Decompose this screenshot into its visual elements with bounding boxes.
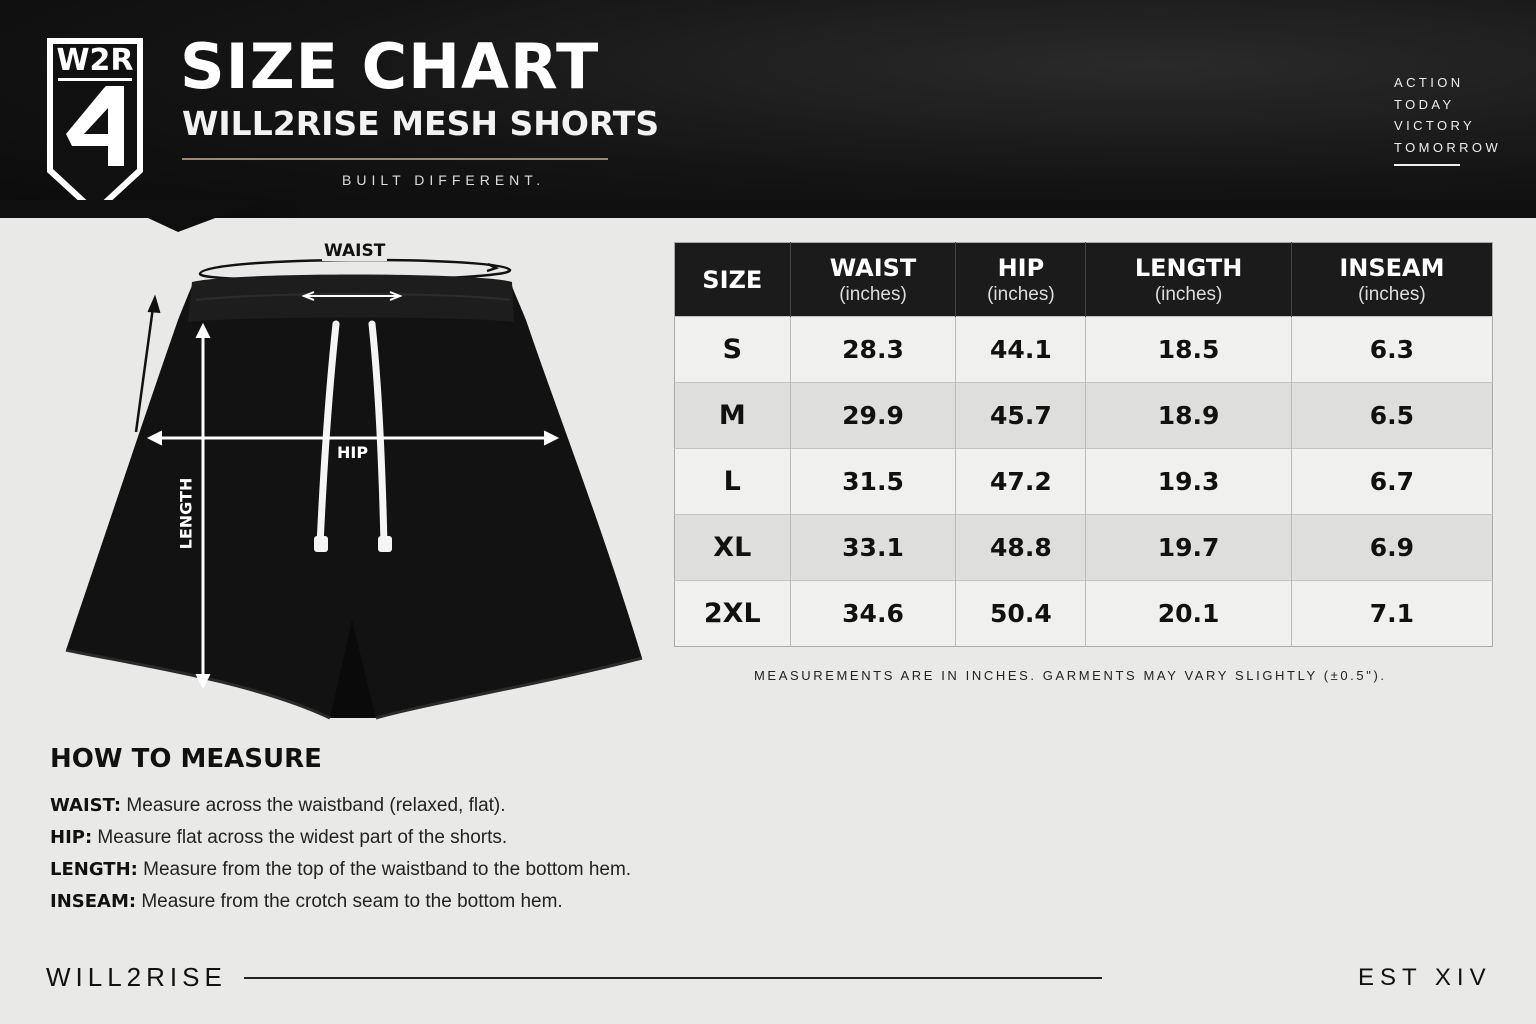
- measure-term: INSEAM:: [50, 891, 137, 912]
- shorts-diagram: [56, 230, 656, 730]
- waist-cell: 31.5: [790, 449, 956, 515]
- waist-cell: 34.6: [790, 581, 956, 647]
- list-item: [50, 854, 631, 886]
- column-header-label: INSEAM: [1339, 253, 1445, 282]
- length-measure-label: LENGTH: [176, 477, 196, 550]
- column-header-inseam: [1291, 243, 1492, 317]
- column-header-hip: [956, 243, 1086, 317]
- column-header-unit: (inches): [1154, 283, 1223, 305]
- inseam-cell: 7.1: [1291, 581, 1492, 647]
- size-cell: S: [675, 317, 791, 383]
- w2r-shield-logo: [44, 34, 146, 218]
- footer-est: EST XIV: [1358, 964, 1492, 991]
- list-item: [50, 886, 631, 918]
- table-row: [675, 581, 1493, 647]
- column-header-size: [675, 243, 791, 317]
- measurement-note: MEASUREMENTS ARE IN INCHES. GARMENTS MAY VARY SLIGHTLY (±0.5").: [754, 668, 1387, 683]
- motto-line: TODAY: [1394, 96, 1455, 112]
- how-to-measure-title: HOW TO MEASURE: [50, 744, 322, 774]
- hip-cell: 47.2: [956, 449, 1086, 515]
- inseam-cell: 6.7: [1291, 449, 1492, 515]
- inseam-cell: 6.3: [1291, 317, 1492, 383]
- header-divider: [182, 158, 608, 160]
- column-header-waist: [790, 243, 956, 317]
- motto-line: ACTION: [1394, 75, 1464, 90]
- inseam-cell: 6.9: [1291, 515, 1492, 581]
- inseam-cell: 6.5: [1291, 383, 1492, 449]
- length-cell: 18.9: [1086, 383, 1292, 449]
- size-table: [674, 242, 1493, 647]
- motto-line: TOMORROW: [1394, 139, 1502, 155]
- measure-instruction: Measure from the crotch seam to the bottom hem.: [136, 891, 563, 912]
- column-header-label: SIZE: [702, 265, 763, 294]
- size-cell: L: [675, 449, 791, 515]
- measure-instruction: Measure from the top of the waistband to the bottom hem.: [137, 859, 632, 880]
- measure-term: WAIST:: [50, 795, 122, 816]
- hip-cell: 44.1: [956, 317, 1086, 383]
- how-to-measure-list: [50, 790, 631, 918]
- logo-text: W2R: [56, 43, 134, 78]
- motto-divider: [1394, 164, 1460, 166]
- measure-instruction: Measure across the waistband (relaxed, flat).: [121, 795, 506, 816]
- measure-term: HIP:: [50, 827, 93, 848]
- size-cell: XL: [675, 515, 791, 581]
- list-item: [50, 790, 631, 822]
- length-cell: 20.1: [1086, 581, 1292, 647]
- waist-cell: 33.1: [790, 515, 956, 581]
- column-header-label: WAIST: [829, 253, 917, 282]
- column-header-unit: (inches): [987, 283, 1055, 305]
- column-header-length: [1086, 243, 1292, 317]
- column-header-unit: (inches): [839, 283, 907, 305]
- length-cell: 18.5: [1086, 317, 1292, 383]
- table-row: [675, 515, 1493, 581]
- header-banner: [0, 0, 1536, 218]
- waist-measure-label: WAIST: [324, 241, 386, 261]
- column-header-unit: (inches): [1358, 283, 1426, 305]
- table-row: [675, 317, 1493, 383]
- table-row: [675, 449, 1493, 515]
- size-cell: M: [675, 383, 791, 449]
- hip-measure-label: HIP: [337, 443, 369, 462]
- hip-cell: 50.4: [956, 581, 1086, 647]
- product-subtitle: WILL2RISE MESH SHORTS: [182, 104, 660, 143]
- measure-instruction: Measure flat across the widest part of the shorts.: [92, 827, 508, 848]
- footer-brand: WILL2RISE: [46, 962, 227, 992]
- waist-cell: 29.9: [790, 383, 956, 449]
- length-cell: 19.7: [1086, 515, 1292, 581]
- hip-cell: 48.8: [956, 515, 1086, 581]
- footer-divider: [244, 977, 1102, 979]
- tagline: BUILT DIFFERENT.: [342, 172, 546, 188]
- motto: [1394, 72, 1501, 158]
- list-item: [50, 822, 631, 854]
- length-cell: 19.3: [1086, 449, 1292, 515]
- table-row: [675, 383, 1493, 449]
- hip-cell: 45.7: [956, 383, 1086, 449]
- column-header-label: LENGTH: [1134, 253, 1243, 282]
- table-header-row: [675, 243, 1493, 317]
- size-cell: 2XL: [675, 581, 791, 647]
- motto-line: VICTORY: [1394, 118, 1476, 133]
- measure-term: LENGTH:: [50, 859, 138, 880]
- waist-cell: 28.3: [790, 317, 956, 383]
- column-header-label: HIP: [997, 253, 1045, 282]
- page-title: SIZE CHART: [180, 30, 600, 103]
